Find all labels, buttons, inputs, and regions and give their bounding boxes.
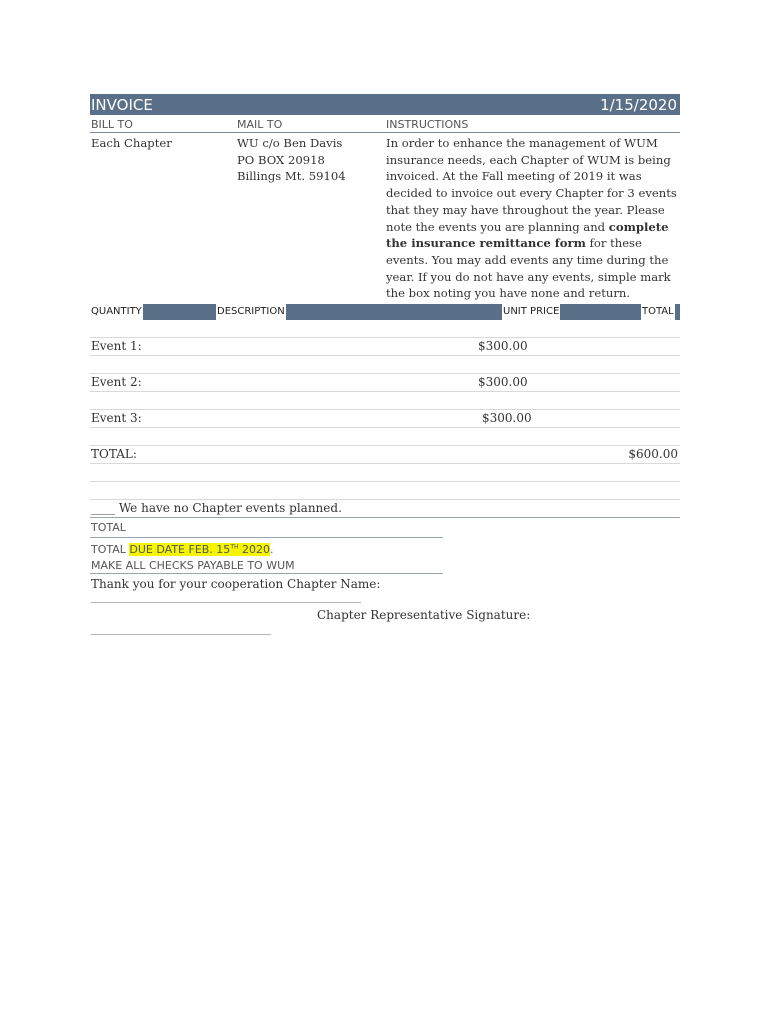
mail-to-line3: Billings Mt. 59104 — [237, 169, 346, 184]
invoice-date: 1/15/2020 — [600, 95, 677, 114]
footer-total-label: TOTAL — [91, 521, 126, 534]
no-events-line[interactable] — [90, 500, 680, 518]
table-spacer-row — [90, 482, 680, 500]
signature-label: Chapter Representative Signature: — [317, 608, 531, 622]
table-spacer-row — [90, 320, 680, 338]
table-spacer-row — [90, 356, 680, 374]
instructions-bold: complete the insurance remittance form — [386, 219, 669, 251]
table-spacer-row — [90, 392, 680, 410]
event-label: Event 3: — [91, 411, 142, 425]
bill-to-name: Each Chapter — [91, 136, 172, 150]
signature-label-line — [90, 607, 680, 624]
table-row — [90, 374, 680, 392]
instructions-part1: In order to enhance the management of WUM insurance needs, each Chapter of WUM is being invoiced. At the Fall meeting of 2019 it was decided to invoice out every Chapter for 3 events that they may have throughout the year. Please note the events you are planning and — [386, 136, 677, 234]
table-spacer-row — [90, 464, 680, 482]
quantity-header: QUANTITY — [90, 304, 143, 320]
signature-blank[interactable]: ____________________________________ — [91, 624, 271, 635]
instructions-part2: for these events. You may add events any time during the year. If you do not have any events, simple mark the box noting you have none and return. — [386, 236, 671, 301]
invoice-title: INVOICE — [91, 95, 153, 114]
table-header — [90, 304, 680, 320]
description-header: DESCRIPTION — [216, 304, 286, 320]
total-header: TOTAL — [641, 304, 675, 320]
mail-to-line1: WU c/o Ben Davis — [237, 136, 343, 150]
payable-text: MAKE ALL CHECKS PAYABLE TO WUM — [91, 559, 295, 572]
invoice-title-bar — [90, 94, 680, 115]
total-amount: $600.00 — [628, 447, 678, 461]
event-label: Event 1: — [91, 339, 142, 353]
event-price: $300.00 — [478, 339, 528, 353]
info-body — [90, 133, 680, 299]
mail-to-line2: PO BOX 20918 — [237, 152, 325, 167]
mail-to-heading: MAIL TO — [237, 118, 283, 131]
table-spacer-row — [90, 428, 680, 446]
table-row — [90, 410, 680, 428]
signature-line[interactable] — [90, 624, 680, 639]
event-price: $300.00 — [478, 375, 528, 389]
total-line — [90, 518, 443, 538]
bill-to-heading: BILL TO — [91, 118, 133, 131]
table-row — [90, 338, 680, 356]
payable-line — [90, 558, 443, 574]
invoice-page — [90, 94, 680, 639]
no-events-checkbox-text: ____ We have no Chapter events planned. — [91, 501, 342, 515]
chapter-name-line[interactable] — [90, 592, 680, 607]
total-label: TOTAL: — [91, 447, 137, 461]
due-date-line: TOTAL DUE DATE FEB. 15TH 2020. — [91, 543, 274, 556]
event-label: Event 2: — [91, 375, 142, 389]
mail-to-address — [237, 135, 346, 185]
unit-price-header: UNIT PRICE — [502, 304, 560, 320]
event-price: $300.00 — [482, 411, 532, 425]
chapter-name-blank[interactable]: ______________________________________________________ — [91, 592, 361, 603]
instructions-heading: INSTRUCTIONS — [386, 118, 469, 131]
instructions-text — [386, 135, 678, 302]
due-date-highlight: DUE DATE FEB. 15TH 2020 — [129, 543, 270, 556]
table-total-row — [90, 446, 680, 464]
thanks-line — [90, 574, 680, 592]
due-prefix: TOTAL — [91, 543, 130, 556]
thanks-text: Thank you for your cooperation Chapter Name: — [91, 577, 381, 591]
info-column-headers — [90, 115, 680, 133]
